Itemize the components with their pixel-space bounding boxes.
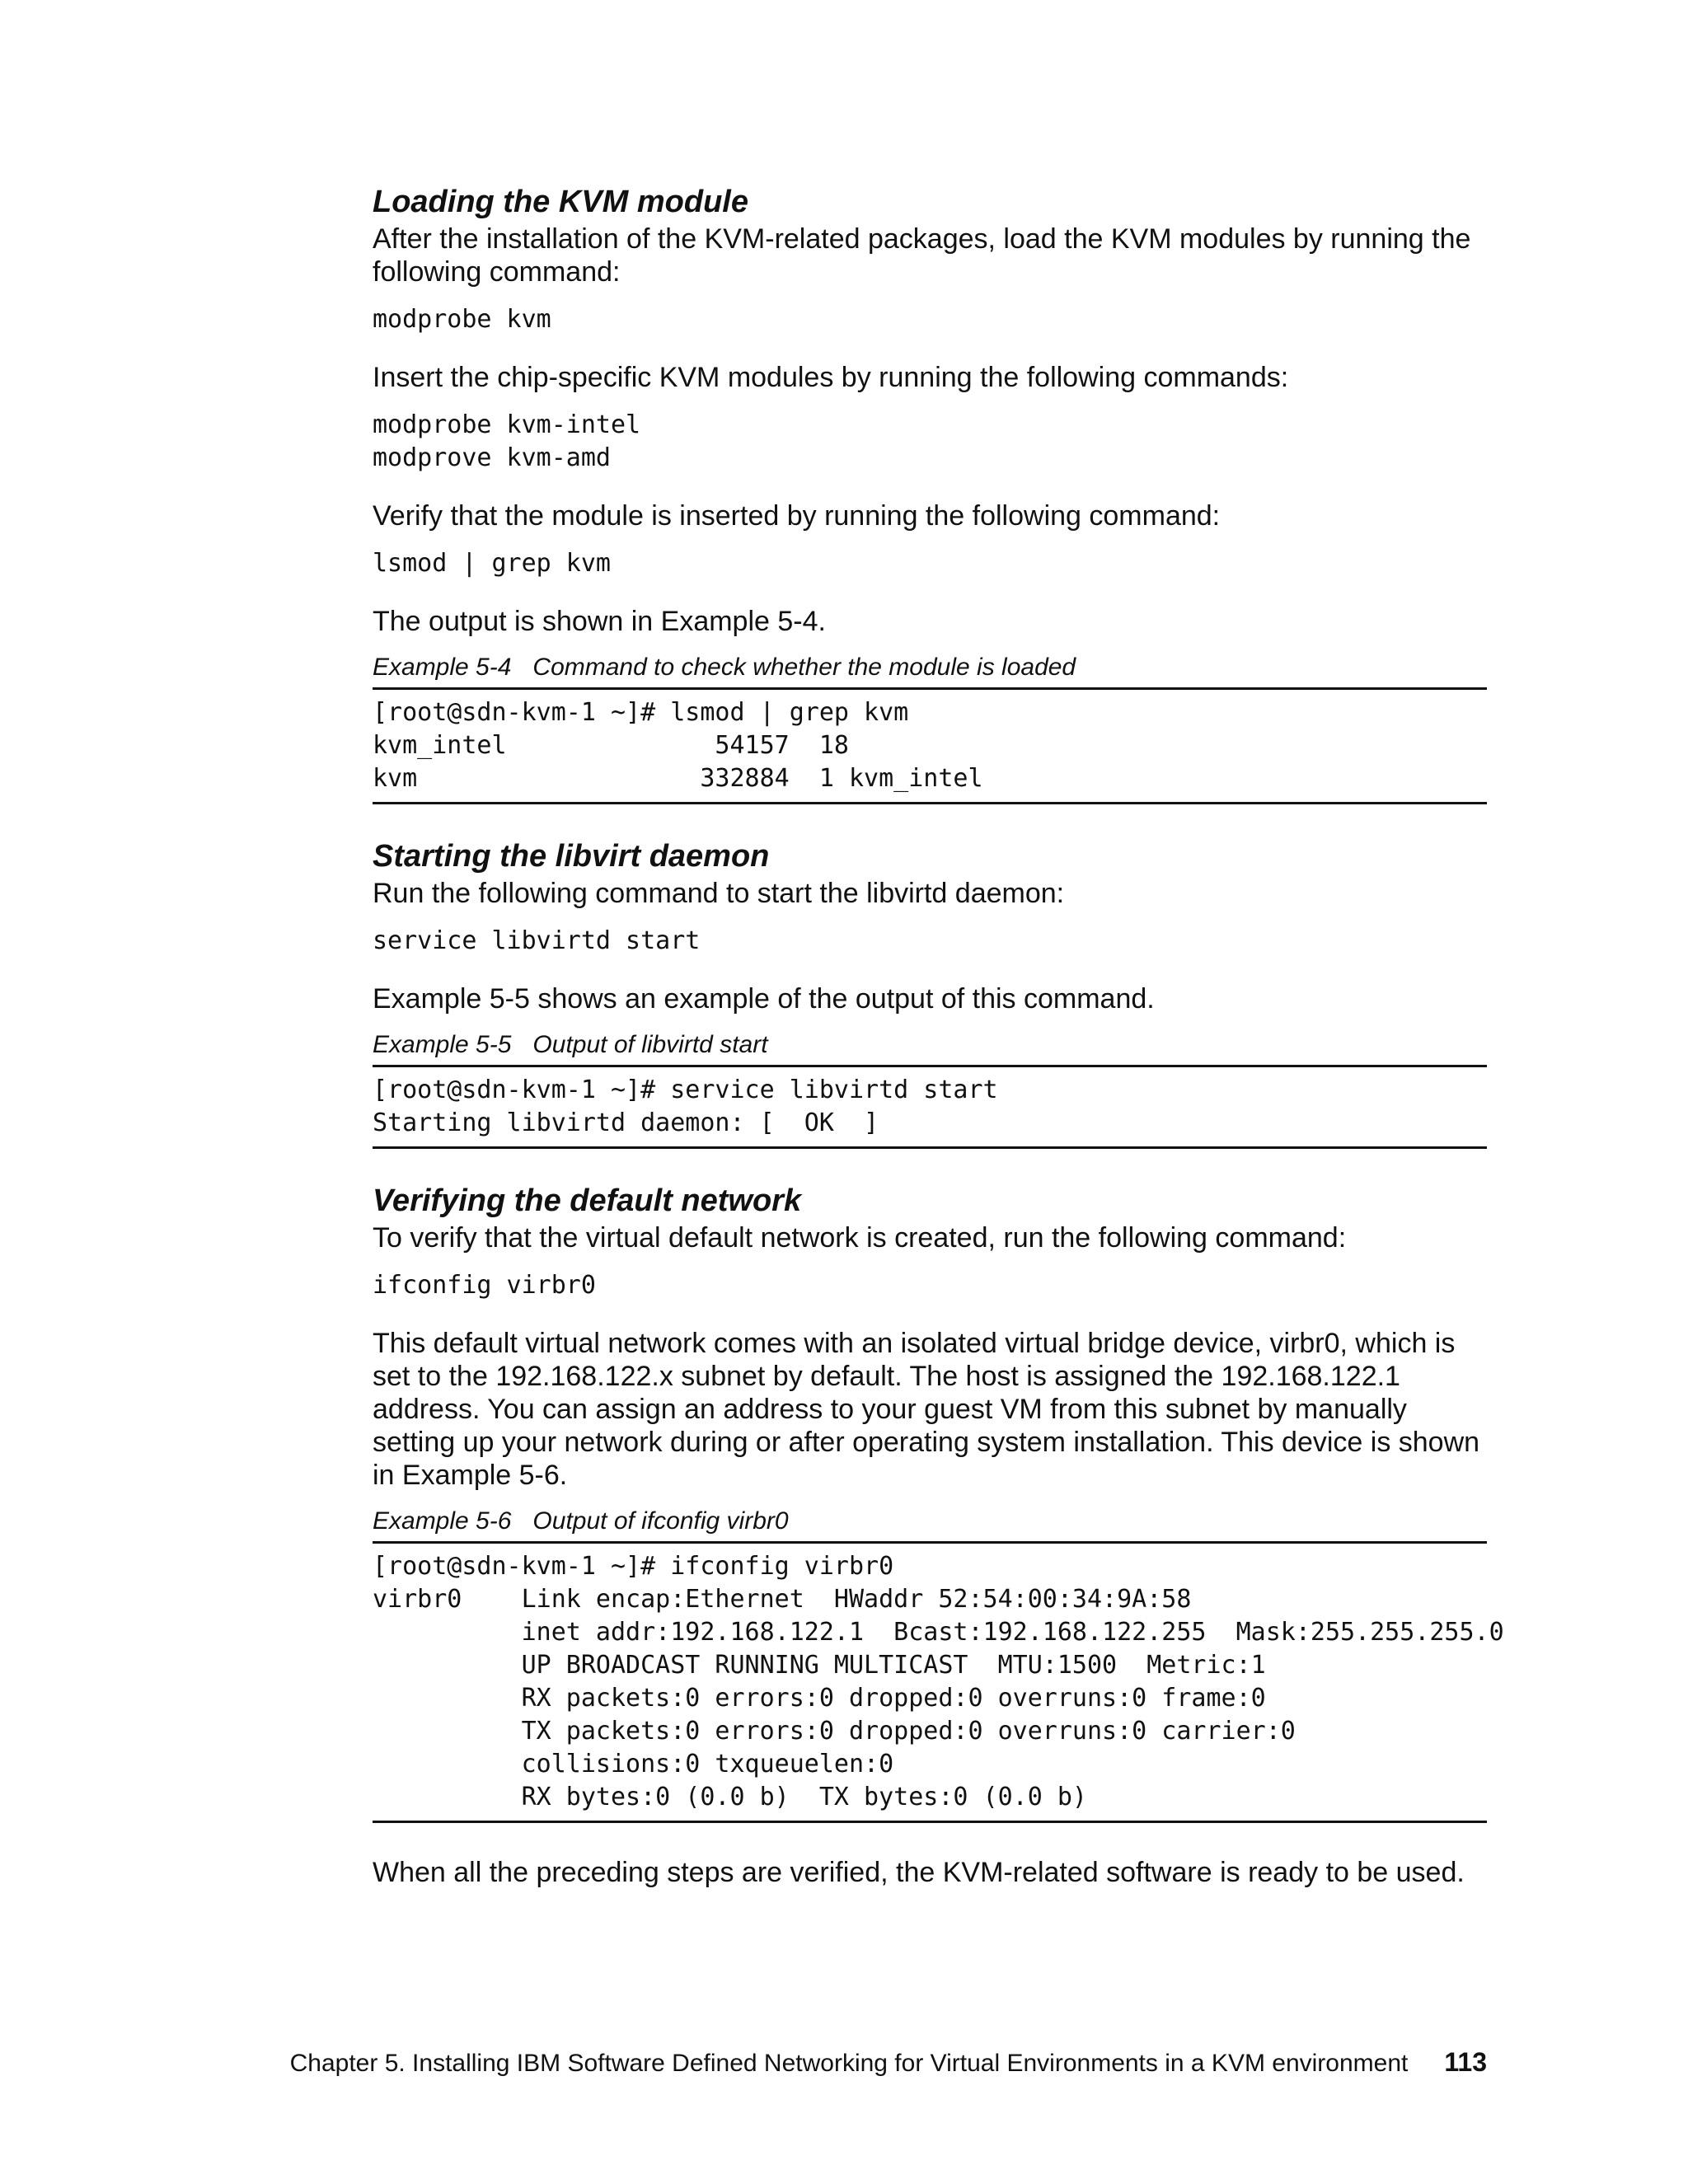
page-footer [290, 2046, 1487, 2080]
command: modprobe kvm-intel modprove kvm-amd [373, 410, 641, 472]
example-number: Example 5-5 [373, 1031, 512, 1058]
paragraph: Run the following command to start the libvirtd daemon: [373, 878, 1065, 909]
section-heading: Starting the libvirt daemon [373, 839, 770, 874]
section-heading: Loading the KVM module [373, 185, 748, 219]
section-verifying-default-network [373, 1182, 1504, 1823]
example-number: Example 5-6 [373, 1507, 512, 1535]
paragraph: Example 5-5 shows an example of the output of this command. [373, 983, 1155, 1015]
paragraph: The output is shown in Example 5-4. [373, 606, 826, 637]
example-caption [373, 653, 1487, 682]
example-code-box [373, 1065, 1487, 1149]
footer-chapter-title: Chapter 5. Installing IBM Software Defined Networking for Virtual Environments in a KVM environment [289, 2050, 1409, 2077]
command: ifconfig virbr0 [373, 1271, 596, 1300]
example-number: Example 5-4 [373, 654, 512, 681]
example-caption [373, 1507, 1487, 1536]
page-content [373, 183, 1504, 1904]
paragraph: After the installation of the KVM-related packages, load the KVM modules by running the following command: [373, 223, 1471, 288]
example-title: Output of ifconfig virbr0 [532, 1507, 789, 1535]
example-caption [373, 1030, 1487, 1060]
example-code-box [373, 687, 1487, 804]
paragraph: Verify that the module is inserted by running the following command: [373, 500, 1221, 532]
paragraph: To verify that the virtual default network is created, run the following command: [373, 1222, 1347, 1254]
command: lsmod | grep kvm [373, 549, 611, 578]
example-code: [root@sdn-kvm-1 ~]# ifconfig virbr0 virbr0 Link encap:Ethernet HWaddr 52:54:00:34:9A:58 inet addr:192.168.122.1 Bcast:192.168.122.255 Mask:255.255.255.0 UP BROADCAST RUNNING MULTICAST MTU:1500 Metric:1 RX packets:0 errors:0 dropped:0 overruns:0 frame:0 TX packets:0 errors:0 dropped:0 overruns:0 carrier:0 collisions:0 txqueuelen:0 RX bytes:0 (0.0 b) TX bytes:0 (0.0 b) [373, 1552, 1504, 1811]
example-code-box [373, 1541, 1504, 1823]
closing-paragraph: When all the preceding steps are verified, the KVM-related software is ready to be used. [373, 1857, 1465, 1888]
section-heading: Verifying the default network [373, 1183, 802, 1218]
command: modprobe kvm [373, 305, 551, 334]
example-title: Command to check whether the module is loaded [532, 654, 1076, 681]
example-code: [root@sdn-kvm-1 ~]# service libvirtd start Starting libvirtd daemon: [ OK ] [373, 1076, 998, 1137]
example-code: [root@sdn-kvm-1 ~]# lsmod | grep kvm kvm_intel 54157 18 kvm 332884 1 kvm_intel [373, 698, 983, 793]
example-title: Output of libvirtd start [532, 1031, 768, 1058]
paragraph: Insert the chip-specific KVM modules by running the following commands: [373, 362, 1289, 393]
section-loading-kvm-module [373, 183, 1487, 804]
command: service libvirtd start [373, 926, 701, 955]
page-number: 113 [1444, 2047, 1487, 2077]
paragraph: This default virtual network comes with an isolated virtual bridge device, virbr0, which is set to the 192.168.122.x subnet by default. The host is assigned the 192.168.122.1 address. You can assign an address to your guest VM from this subnet by manually setting up your network during or after operating system installation. This device is shown in Example 5-6. [373, 1328, 1480, 1491]
section-starting-libvirt [373, 837, 1487, 1149]
